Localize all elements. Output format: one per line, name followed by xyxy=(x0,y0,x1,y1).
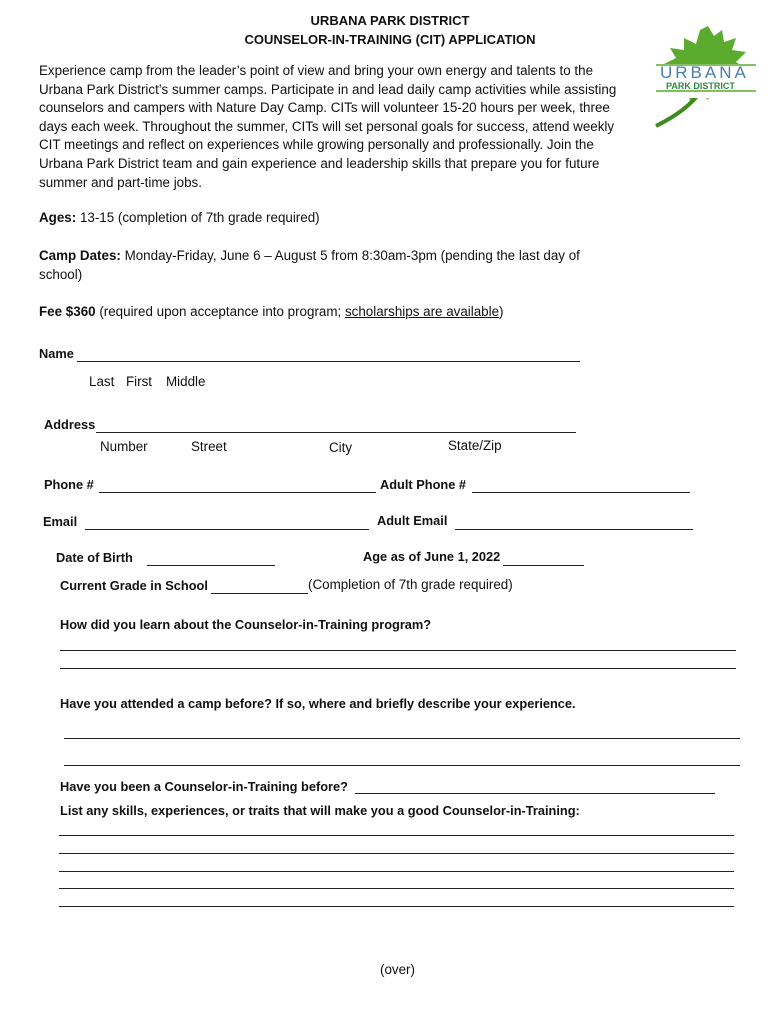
answer-line-q4-1[interactable] xyxy=(59,835,734,836)
fee-line xyxy=(39,304,504,319)
name-sub-middle: Middle xyxy=(166,374,206,389)
name-sub-last: Last xyxy=(89,374,115,389)
dob-field[interactable] xyxy=(147,565,275,566)
grade-label: Current Grade in School xyxy=(60,578,208,593)
phone-label: Phone # xyxy=(44,477,94,492)
grade-field[interactable] xyxy=(211,593,308,594)
question-attended-camp: Have you attended a camp before? If so, where and briefly describe your experience. xyxy=(60,696,576,711)
fee-pre: (required upon acceptance into program; xyxy=(95,304,345,319)
grade-note: (Completion of 7th grade required) xyxy=(308,577,513,592)
address-sub-number: Number xyxy=(100,439,148,454)
address-sub-city: City xyxy=(329,440,353,455)
camp-dates-label: Camp Dates: xyxy=(39,248,121,263)
scholarships-link[interactable]: scholarships are available xyxy=(344,304,500,319)
question-learn-about-program: How did you learn about the Counselor-in-Training program? xyxy=(60,617,432,632)
name-label: Name xyxy=(39,346,74,361)
intro-paragraph: Experience camp from the leader’s point of view and bring your own energy and talents to the Urbana Park District’s summer camps. Participate in and lead daily camp activities while assisting counselors and campers with Nature Day Camp. CITs will volunteer 15-20 hours per week, three days each week. Throughout the summer, CITs will set personal goals for success, attend weekly CIT meetings and reflect on experiences while growing personally and professionally. Join the Urbana Park District team and gain experience and leadership skills that prepare you for future summer and part-time jobs. xyxy=(39,63,617,190)
question-skills: List any skills, experiences, or traits that will make you a good Counselor-in-Training: xyxy=(60,803,580,818)
over-note: (over) xyxy=(380,962,415,977)
answer-line-q4-3[interactable] xyxy=(59,871,734,872)
ages-label: Ages: xyxy=(39,210,77,225)
answer-line-q2-2[interactable] xyxy=(64,765,740,766)
answer-line-q4-4[interactable] xyxy=(59,888,734,889)
answer-line-q1-2[interactable] xyxy=(60,668,736,669)
ages-line xyxy=(39,210,320,225)
fee-post: ) xyxy=(499,304,504,319)
answer-line-q1-1[interactable] xyxy=(60,650,736,651)
age-label: Age as of June 1, 2022 xyxy=(363,549,501,564)
camp-dates-line xyxy=(39,248,580,263)
name-sub-first: First xyxy=(126,374,153,389)
answer-line-q4-5[interactable] xyxy=(59,906,734,907)
age-field[interactable] xyxy=(503,565,584,566)
adult-email-field[interactable] xyxy=(455,529,693,530)
answer-line-q2-1[interactable] xyxy=(64,738,740,739)
address-sub-street: Street xyxy=(191,439,227,454)
title-line-2: COUNSELOR-IN-TRAINING (CIT) APPLICATION xyxy=(244,32,536,47)
question-previous-cit: Have you been a Counselor-in-Training before? xyxy=(60,779,348,794)
email-field[interactable] xyxy=(85,529,369,530)
urbana-park-district-logo xyxy=(650,22,758,128)
address-label: Address xyxy=(44,417,96,432)
adult-phone-field[interactable] xyxy=(472,492,690,493)
fee-label: Fee $360 xyxy=(39,304,96,319)
camp-dates-value: Monday-Friday, June 6 – August 5 from 8:30am-3pm (pending the last day of xyxy=(120,248,580,263)
answer-line-q4-2[interactable] xyxy=(59,853,734,854)
logo-word-urbana: URBANA xyxy=(660,63,749,82)
adult-email-label: Adult Email xyxy=(377,513,448,528)
name-field[interactable] xyxy=(77,361,580,362)
ages-value: 13-15 (completion of 7th grade required) xyxy=(76,210,320,225)
answer-line-q3[interactable] xyxy=(355,793,715,794)
address-sub-statezip: State/Zip xyxy=(448,438,502,453)
address-field[interactable] xyxy=(96,432,576,433)
adult-phone-label: Adult Phone # xyxy=(380,477,467,492)
title-line-1: URBANA PARK DISTRICT xyxy=(310,13,470,28)
logo-word-park-district: PARK DISTRICT xyxy=(666,81,735,91)
camp-dates-line-2: school) xyxy=(39,267,83,282)
phone-field[interactable] xyxy=(99,492,376,493)
email-label: Email xyxy=(43,514,78,529)
dob-label: Date of Birth xyxy=(56,550,133,565)
